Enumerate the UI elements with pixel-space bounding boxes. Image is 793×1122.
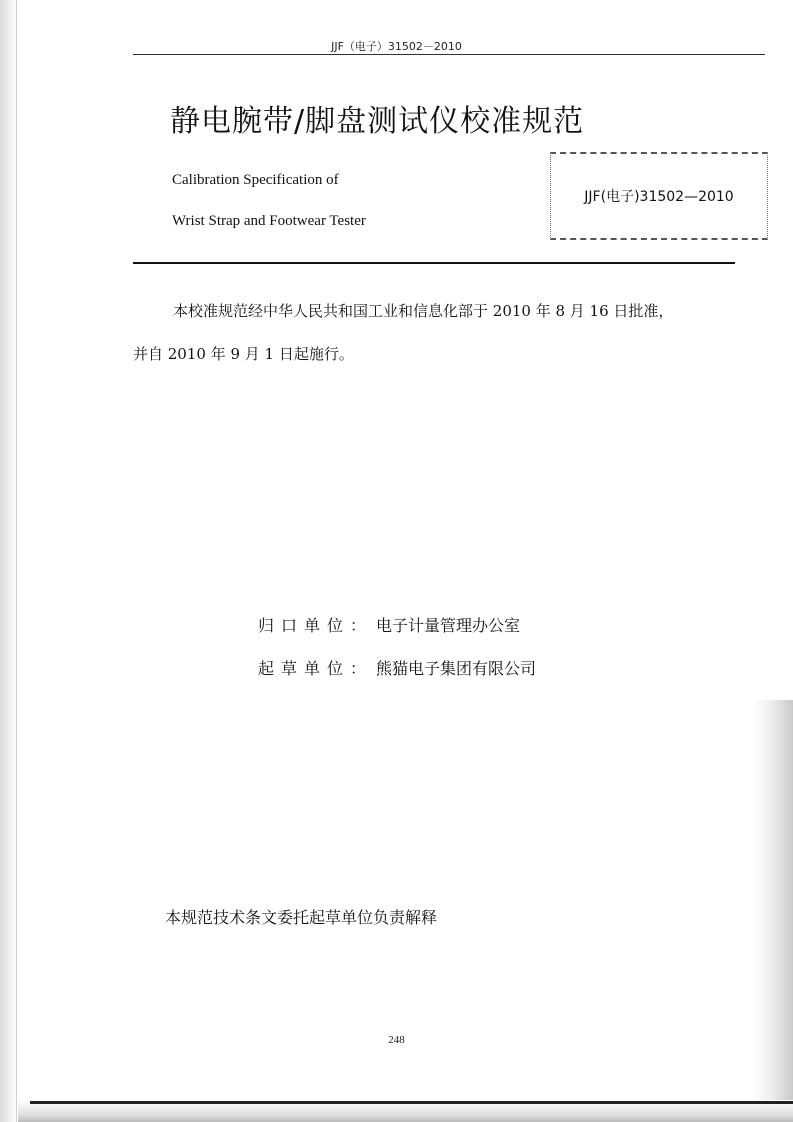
- document-title-english-line2: Wrist Strap and Footwear Tester: [172, 213, 366, 229]
- bottom-border-rule: [30, 1101, 793, 1104]
- drafting-unit-label: 起草单位：: [258, 659, 374, 678]
- scan-right-shadow: [753, 700, 793, 1122]
- responsible-unit-value: 电子计量管理办公室: [376, 616, 521, 635]
- title-separator-rule: [133, 262, 735, 264]
- approval-statement-line2: 并自 2010 年 9 月 1 日起施行。: [133, 345, 354, 363]
- header-rule: [133, 54, 765, 55]
- responsible-unit-label: 归口单位：: [258, 616, 374, 635]
- document-title-english-line1: Calibration Specification of: [172, 172, 339, 188]
- running-header-code: JJF（电子）31502－2010: [331, 40, 462, 53]
- standard-code-text: JJF(电子)31502—2010: [584, 189, 734, 205]
- drafting-unit-row: [258, 656, 536, 679]
- drafting-unit-value: 熊猫电子集团有限公司: [376, 659, 537, 678]
- approval-statement-line1: 本校准规范经中华人民共和国工业和信息化部于 2010 年 8 月 16 日批准，: [173, 302, 674, 320]
- scan-left-edge: [0, 0, 18, 1122]
- standard-code-box: [550, 152, 768, 240]
- interpretation-note: 本规范技术条文委托起草单位负责解释: [165, 908, 438, 927]
- page-number: 248: [388, 1034, 405, 1046]
- responsible-unit-row: [258, 613, 520, 636]
- document-title-chinese: 静电腕带/脚盘测试仪校准规范: [170, 104, 585, 139]
